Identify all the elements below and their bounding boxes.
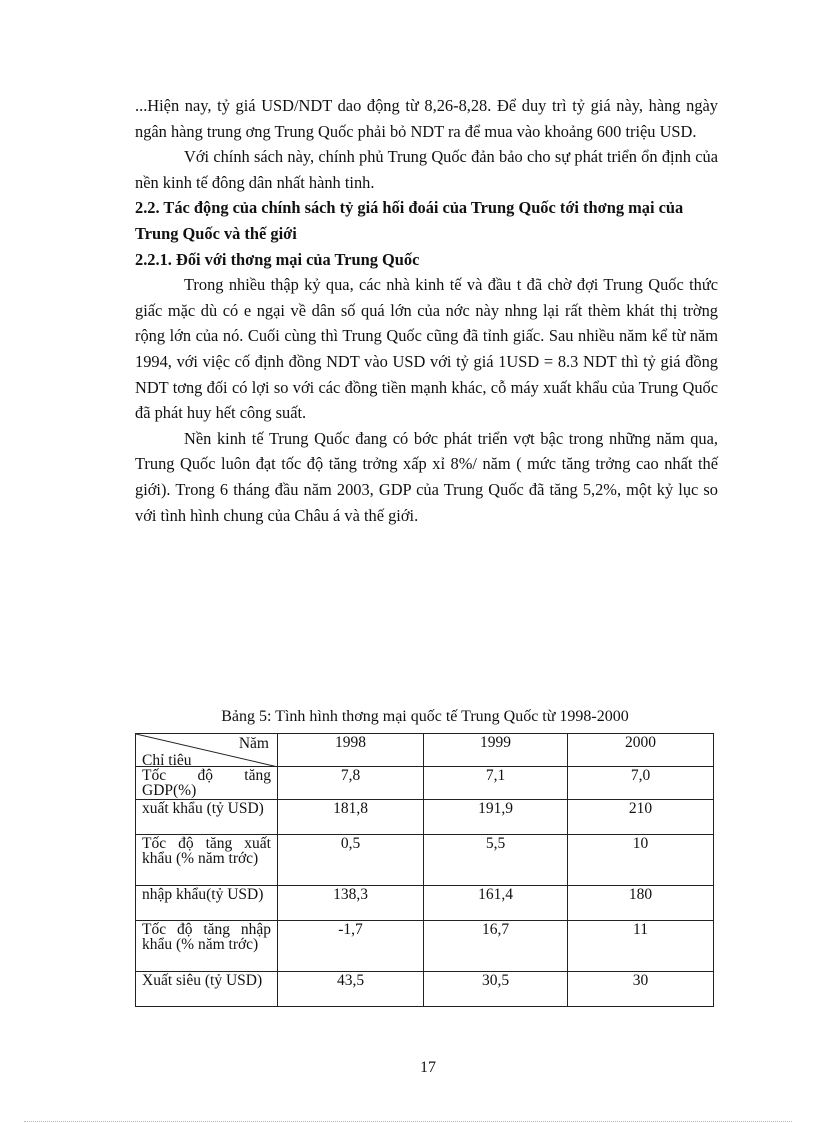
- year-column-header: 1999: [424, 734, 568, 767]
- row-label: Xuất siêu (tỷ USD): [136, 972, 278, 1007]
- page-number: 17: [420, 1059, 436, 1076]
- table-cell: 5,5: [424, 835, 568, 886]
- corner-header-cell: [136, 734, 278, 767]
- table-row: [136, 835, 714, 886]
- table-cell: 16,7: [424, 921, 568, 972]
- row-label: Tốc độ tăng nhập khẩu (% năm trớc): [136, 921, 278, 972]
- table-cell: 11: [568, 921, 714, 972]
- table-cell: 180: [568, 886, 714, 921]
- table-caption: Bảng 5: Tình hình thơng mại quốc tế Trung Quốc từ 1998-2000: [221, 708, 629, 725]
- row-label: nhập khẩu(tỷ USD): [136, 886, 278, 921]
- page-bottom-divider: [24, 1121, 792, 1122]
- table-cell: 210: [568, 800, 714, 835]
- table-cell: -1,7: [278, 921, 424, 972]
- table-cell: 10: [568, 835, 714, 886]
- table-cell: 0,5: [278, 835, 424, 886]
- table-row: [136, 767, 714, 800]
- section-heading-2-2: 2.2. Tác động của chính sách tỷ giá hối đoái của Trung Quốc tới thơng mại của Trung Quốc và thế giới: [135, 198, 684, 243]
- table-cell: 161,4: [424, 886, 568, 921]
- table-row: [136, 921, 714, 972]
- table-cell: 191,9: [424, 800, 568, 835]
- trade-table: [135, 733, 714, 1007]
- year-header: Năm: [238, 735, 269, 752]
- body-text: [135, 93, 718, 528]
- table-cell: 7,8: [278, 767, 424, 800]
- subsection-heading-2-2-1: 2.2.1. Đối với thơng mại của Trung Quốc: [135, 249, 420, 269]
- year-column-header: 2000: [568, 734, 714, 767]
- table-row: [136, 886, 714, 921]
- table-cell: 7,1: [424, 767, 568, 800]
- year-column-header: 1998: [278, 734, 424, 767]
- paragraph-policy: Với chính sách này, chính phủ Trung Quốc đản bảo cho sự phát triển ổn định của nền kinh tế đông dân nhất hành tinh.: [135, 147, 718, 192]
- table-row: [136, 800, 714, 835]
- paragraph-exchange-rate: ...Hiện nay, tỷ giá USD/NDT dao động từ 8,26-8,28. Để duy trì tỷ giá này, hàng ngày ngân hàng trung ơng Trung Quốc phải bỏ NDT ra để mua vào khoảng 600 triệu USD.: [135, 96, 718, 141]
- table-cell: 138,3: [278, 886, 424, 921]
- table-row: [136, 972, 714, 1007]
- paragraph-growth: Nền kinh tế Trung Quốc đang có bớc phát triển vợt bậc trong những năm qua, Trung Quốc luôn đạt tốc độ tăng trởng xấp xỉ 8%/ năm ( mức tăng trởng cao nhất thế giới). Trong 6 tháng đầu năm 2003, GDP của Trung Quốc đã tăng 5,2%, một kỷ lục so với tình hình chung của Châu á và thế giới.: [135, 428, 718, 525]
- table-header-row: [136, 734, 714, 767]
- row-label: xuất khẩu (tỷ USD): [136, 800, 278, 835]
- paragraph-awakening: Trong nhiều thập kỷ qua, các nhà kinh tế và đầu t đã chờ đợi Trung Quốc thức giấc mặc dù có e ngại về dân số quá lớn của nớc này nhng lại rất thèm khát thị trờng rộng lớn của nó. Cuối cùng thì Trung Quốc cũng đã tỉnh giấc. Sau nhiều năm kể từ năm 1994, với việc cố định đồng NDT vào USD với tỷ giá 1USD = 8.3 NDT thì tỷ giá đồng NDT tơng đối có lợi so với các đồng tiền mạnh khác, cỗ máy xuất khẩu của Trung Quốc đã phát huy hết công suất.: [135, 275, 718, 423]
- table-cell: 7,0: [568, 767, 714, 800]
- row-label: Tốc độ tăng GDP(%): [136, 767, 278, 800]
- table-cell: 30: [568, 972, 714, 1007]
- table-cell: 181,8: [278, 800, 424, 835]
- table-cell: 30,5: [424, 972, 568, 1007]
- table-cell: 43,5: [278, 972, 424, 1007]
- indicator-header: Chỉ tiêu: [142, 752, 192, 767]
- row-label: Tốc độ tăng xuất khẩu (% năm trớc): [136, 835, 278, 886]
